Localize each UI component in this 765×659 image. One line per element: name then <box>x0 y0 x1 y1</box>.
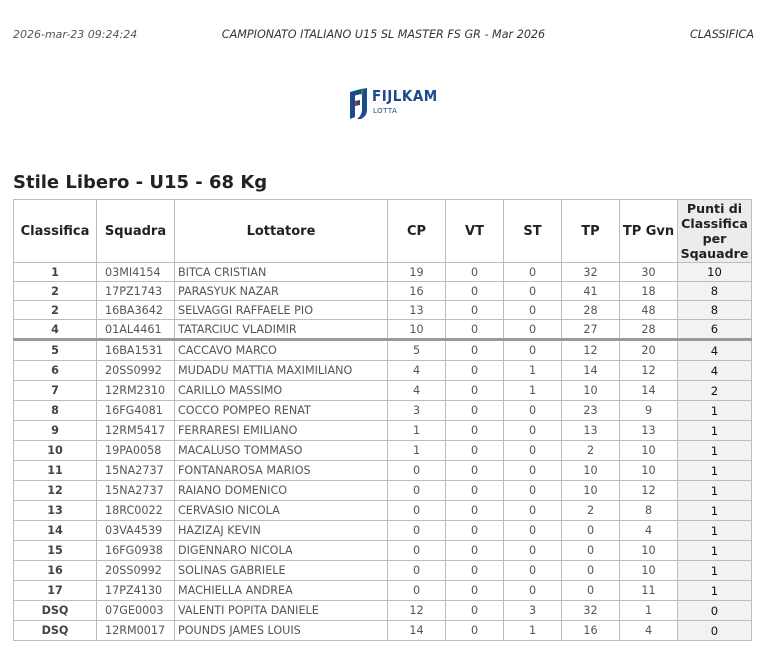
cell-squadra: 16FG0938 <box>97 541 175 561</box>
cell-st: 0 <box>504 301 562 320</box>
cell-lottatore: MUDADU MATTIA MAXIMILIANO <box>175 361 388 381</box>
cell-squadra: 17PZ1743 <box>97 282 175 301</box>
col-st: ST <box>504 200 562 263</box>
cell-cp: 4 <box>388 381 446 401</box>
cell-lottatore: TATARCIUC VLADIMIR <box>175 320 388 340</box>
cell-lottatore: SOLINAS GABRIELE <box>175 561 388 581</box>
cell-vt: 0 <box>446 401 504 421</box>
cell-squadra: 03VA4539 <box>97 521 175 541</box>
cell-tp: 0 <box>562 561 620 581</box>
cell-tp: 2 <box>562 501 620 521</box>
cell-squadra: 12RM5417 <box>97 421 175 441</box>
table-row <box>14 381 752 401</box>
cell-lottatore: MACALUSO TOMMASO <box>175 441 388 461</box>
cell-cp: 1 <box>388 441 446 461</box>
col-cp: CP <box>388 200 446 263</box>
cell-punti: 6 <box>678 320 752 340</box>
cell-st: 0 <box>504 282 562 301</box>
cell-tp-gvn: 28 <box>620 320 678 340</box>
cell-classifica: 1 <box>14 263 97 282</box>
cell-tp: 10 <box>562 481 620 501</box>
table-row <box>14 361 752 381</box>
cell-tp-gvn: 8 <box>620 501 678 521</box>
cell-st: 0 <box>504 421 562 441</box>
cell-tp: 32 <box>562 601 620 621</box>
cell-punti: 1 <box>678 541 752 561</box>
cell-lottatore: POUNDS JAMES LOUIS <box>175 621 388 641</box>
cell-lottatore: MACHIELLA ANDREA <box>175 581 388 601</box>
table-row <box>14 421 752 441</box>
report-header <box>13 28 754 42</box>
cell-punti: 1 <box>678 561 752 581</box>
cell-squadra: 16BA1531 <box>97 340 175 361</box>
cell-tp: 0 <box>562 521 620 541</box>
cell-st: 1 <box>504 381 562 401</box>
cell-classifica: 8 <box>14 401 97 421</box>
cell-tp: 13 <box>562 421 620 441</box>
cell-st: 1 <box>504 361 562 381</box>
standings-table <box>13 199 752 641</box>
cell-st: 0 <box>504 501 562 521</box>
cell-squadra: 19PA0058 <box>97 441 175 461</box>
cell-tp: 12 <box>562 340 620 361</box>
cell-classifica: 4 <box>14 320 97 340</box>
cell-classifica: 2 <box>14 301 97 320</box>
table-row <box>14 561 752 581</box>
cell-st: 0 <box>504 481 562 501</box>
table-row <box>14 401 752 421</box>
cell-lottatore: VALENTI POPITA DANIELE <box>175 601 388 621</box>
col-punti: Punti di Classifica per Sqauadre <box>678 200 752 263</box>
cell-squadra: 18RC0022 <box>97 501 175 521</box>
cell-squadra: 12RM0017 <box>97 621 175 641</box>
table-row <box>14 340 752 361</box>
cell-classifica: 11 <box>14 461 97 481</box>
cell-classifica: 13 <box>14 501 97 521</box>
cell-cp: 13 <box>388 301 446 320</box>
cell-tp-gvn: 10 <box>620 441 678 461</box>
cell-st: 3 <box>504 601 562 621</box>
cell-cp: 0 <box>388 521 446 541</box>
cell-cp: 19 <box>388 263 446 282</box>
cell-vt: 0 <box>446 320 504 340</box>
table-row <box>14 501 752 521</box>
cell-tp-gvn: 12 <box>620 481 678 501</box>
table-row <box>14 581 752 601</box>
cell-vt: 0 <box>446 561 504 581</box>
cell-tp-gvn: 20 <box>620 340 678 361</box>
cell-vt: 0 <box>446 282 504 301</box>
cell-punti: 1 <box>678 581 752 601</box>
cell-tp: 27 <box>562 320 620 340</box>
cell-punti: 1 <box>678 461 752 481</box>
table-row <box>14 320 752 340</box>
cell-lottatore: FERRARESI EMILIANO <box>175 421 388 441</box>
cell-classifica: DSQ <box>14 601 97 621</box>
table-header-row <box>14 200 752 263</box>
table-row <box>14 481 752 501</box>
cell-vt: 0 <box>446 301 504 320</box>
cell-squadra: 15NA2737 <box>97 461 175 481</box>
cell-vt: 0 <box>446 263 504 282</box>
cell-punti: 2 <box>678 381 752 401</box>
table-row <box>14 301 752 320</box>
cell-punti: 1 <box>678 481 752 501</box>
logo-brand: FIJLKAM <box>372 87 438 105</box>
cell-tp-gvn: 11 <box>620 581 678 601</box>
cell-punti: 1 <box>678 401 752 421</box>
cell-st: 0 <box>504 320 562 340</box>
cell-tp: 0 <box>562 541 620 561</box>
cell-vt: 0 <box>446 581 504 601</box>
section-label: CLASSIFICA <box>690 28 754 41</box>
cell-tp: 28 <box>562 301 620 320</box>
cell-tp-gvn: 10 <box>620 541 678 561</box>
cell-tp-gvn: 12 <box>620 361 678 381</box>
cell-punti: 0 <box>678 601 752 621</box>
cell-tp: 32 <box>562 263 620 282</box>
cell-squadra: 17PZ4130 <box>97 581 175 601</box>
cell-lottatore: DIGENNARO NICOLA <box>175 541 388 561</box>
cell-vt: 0 <box>446 521 504 541</box>
table-row <box>14 601 752 621</box>
cell-classifica: 5 <box>14 340 97 361</box>
cell-st: 1 <box>504 621 562 641</box>
category-title: Stile Libero - U15 - 68 Kg <box>13 172 268 193</box>
col-classifica: Classifica <box>14 200 97 263</box>
cell-st: 0 <box>504 263 562 282</box>
cell-classifica: 9 <box>14 421 97 441</box>
cell-squadra: 03MI4154 <box>97 263 175 282</box>
cell-vt: 0 <box>446 601 504 621</box>
cell-cp: 5 <box>388 340 446 361</box>
cell-lottatore: FONTANAROSA MARIOS <box>175 461 388 481</box>
cell-tp-gvn: 14 <box>620 381 678 401</box>
table-row <box>14 541 752 561</box>
cell-punti: 4 <box>678 361 752 381</box>
cell-tp-gvn: 9 <box>620 401 678 421</box>
cell-lottatore: CERVASIO NICOLA <box>175 501 388 521</box>
cell-cp: 10 <box>388 320 446 340</box>
cell-tp-gvn: 18 <box>620 282 678 301</box>
cell-squadra: 20SS0992 <box>97 561 175 581</box>
cell-punti: 8 <box>678 301 752 320</box>
cell-tp: 10 <box>562 381 620 401</box>
cell-vt: 0 <box>446 501 504 521</box>
cell-st: 0 <box>504 541 562 561</box>
cell-cp: 0 <box>388 481 446 501</box>
cell-classifica: 10 <box>14 441 97 461</box>
cell-classifica: 16 <box>14 561 97 581</box>
table-row <box>14 521 752 541</box>
cell-classifica: 14 <box>14 521 97 541</box>
cell-punti: 1 <box>678 521 752 541</box>
cell-vt: 0 <box>446 340 504 361</box>
cell-cp: 0 <box>388 501 446 521</box>
cell-punti: 1 <box>678 421 752 441</box>
cell-classifica: 7 <box>14 381 97 401</box>
cell-cp: 0 <box>388 581 446 601</box>
cell-st: 0 <box>504 581 562 601</box>
cell-st: 0 <box>504 340 562 361</box>
col-tp: TP <box>562 200 620 263</box>
table-row <box>14 282 752 301</box>
cell-vt: 0 <box>446 421 504 441</box>
cell-tp: 14 <box>562 361 620 381</box>
fijlkam-logo <box>347 86 438 120</box>
cell-squadra: 07GE0003 <box>97 601 175 621</box>
cell-st: 0 <box>504 561 562 581</box>
cell-cp: 14 <box>388 621 446 641</box>
cell-classifica: 17 <box>14 581 97 601</box>
cell-tp: 41 <box>562 282 620 301</box>
cell-lottatore: COCCO POMPEO RENAT <box>175 401 388 421</box>
cell-punti: 1 <box>678 501 752 521</box>
col-squadra: Squadra <box>97 200 175 263</box>
cell-cp: 16 <box>388 282 446 301</box>
cell-vt: 0 <box>446 621 504 641</box>
table-row <box>14 441 752 461</box>
cell-cp: 0 <box>388 461 446 481</box>
cell-squadra: 16FG4081 <box>97 401 175 421</box>
cell-classifica: 6 <box>14 361 97 381</box>
cell-lottatore: BITCA CRISTIAN <box>175 263 388 282</box>
cell-st: 0 <box>504 461 562 481</box>
cell-cp: 12 <box>388 601 446 621</box>
cell-classifica: 12 <box>14 481 97 501</box>
cell-lottatore: SELVAGGI RAFFAELE PIO <box>175 301 388 320</box>
cell-classifica: 2 <box>14 282 97 301</box>
cell-cp: 1 <box>388 421 446 441</box>
cell-tp-gvn: 48 <box>620 301 678 320</box>
cell-lottatore: CARILLO MASSIMO <box>175 381 388 401</box>
cell-lottatore: PARASYUK NAZAR <box>175 282 388 301</box>
cell-punti: 4 <box>678 340 752 361</box>
cell-squadra: 20SS0992 <box>97 361 175 381</box>
cell-tp: 0 <box>562 581 620 601</box>
logo-sub: LOTTA <box>373 107 398 115</box>
cell-lottatore: HAZIZAJ KEVIN <box>175 521 388 541</box>
cell-vt: 0 <box>446 481 504 501</box>
cell-squadra: 12RM2310 <box>97 381 175 401</box>
cell-vt: 0 <box>446 541 504 561</box>
cell-tp: 10 <box>562 461 620 481</box>
fijlkam-emblem-icon <box>347 88 371 120</box>
cell-classifica: 15 <box>14 541 97 561</box>
table-row <box>14 461 752 481</box>
cell-squadra: 15NA2737 <box>97 481 175 501</box>
cell-tp: 2 <box>562 441 620 461</box>
cell-tp-gvn: 1 <box>620 601 678 621</box>
col-tp-gvn: TP Gvn <box>620 200 678 263</box>
cell-punti: 8 <box>678 282 752 301</box>
cell-vt: 0 <box>446 381 504 401</box>
cell-vt: 0 <box>446 361 504 381</box>
cell-lottatore: CACCAVO MARCO <box>175 340 388 361</box>
cell-squadra: 16BA3642 <box>97 301 175 320</box>
cell-tp: 16 <box>562 621 620 641</box>
col-vt: VT <box>446 200 504 263</box>
cell-cp: 3 <box>388 401 446 421</box>
cell-vt: 0 <box>446 441 504 461</box>
cell-st: 0 <box>504 401 562 421</box>
cell-punti: 0 <box>678 621 752 641</box>
cell-tp: 23 <box>562 401 620 421</box>
cell-st: 0 <box>504 521 562 541</box>
cell-vt: 0 <box>446 461 504 481</box>
report-datetime: 2026-mar-23 09:24:24 <box>13 28 138 41</box>
cell-st: 0 <box>504 441 562 461</box>
table-row <box>14 621 752 641</box>
table-row <box>14 263 752 282</box>
col-lottatore: Lottatore <box>175 200 388 263</box>
cell-tp-gvn: 10 <box>620 561 678 581</box>
cell-classifica: DSQ <box>14 621 97 641</box>
cell-tp-gvn: 10 <box>620 461 678 481</box>
cell-cp: 0 <box>388 541 446 561</box>
cell-tp-gvn: 30 <box>620 263 678 282</box>
cell-tp-gvn: 4 <box>620 621 678 641</box>
cell-tp-gvn: 13 <box>620 421 678 441</box>
cell-cp: 4 <box>388 361 446 381</box>
cell-cp: 0 <box>388 561 446 581</box>
cell-tp-gvn: 4 <box>620 521 678 541</box>
cell-lottatore: RAIANO DOMENICO <box>175 481 388 501</box>
cell-squadra: 01AL4461 <box>97 320 175 340</box>
event-title: CAMPIONATO ITALIANO U15 SL MASTER FS GR - Mar 2026 <box>221 28 546 41</box>
cell-punti: 10 <box>678 263 752 282</box>
cell-punti: 1 <box>678 441 752 461</box>
